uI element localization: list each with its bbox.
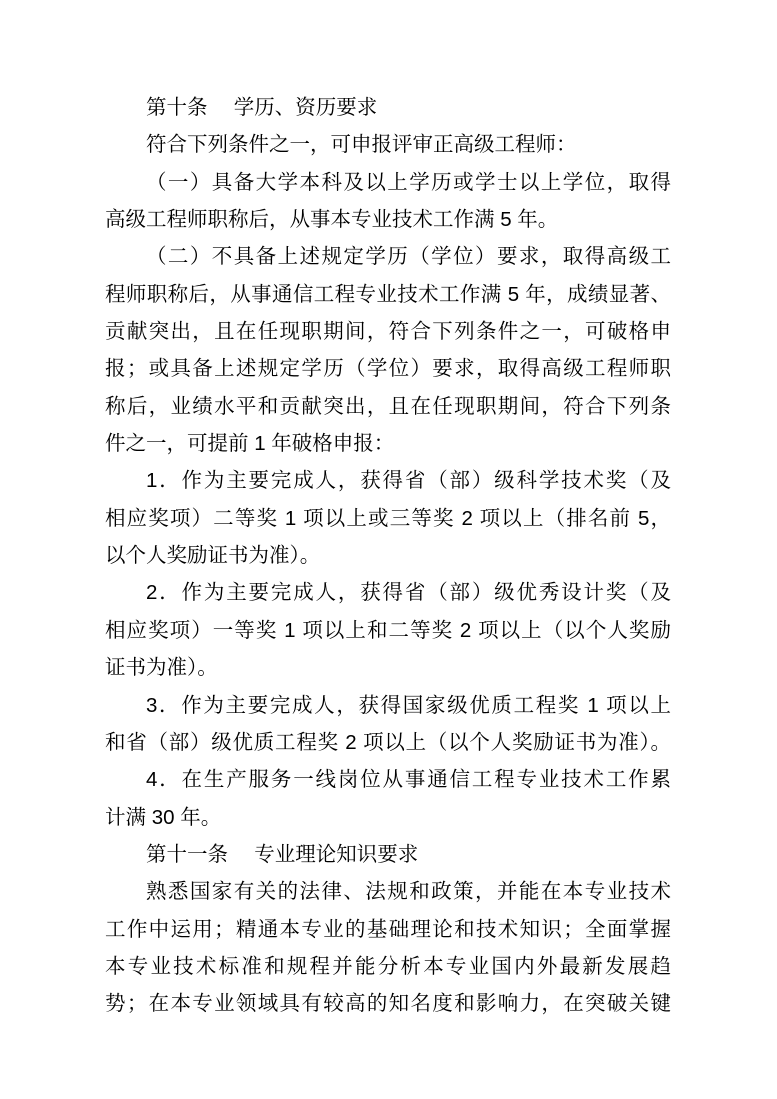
text-line: 4．在生产服务一线岗位从事通信工程专业技术工作累 — [146, 768, 671, 792]
text-line: 高级工程师职称后，从事本专业技术工作满 5 年。 — [105, 208, 559, 232]
text-line: 以个人奖励证书为准）。 — [105, 544, 321, 568]
text-line: 贡献突出，且在任现职期间，符合下列条件之一，可破格申 — [105, 320, 671, 344]
text-line: 证书为准）。 — [105, 656, 218, 680]
heading-line: 第十条 学历、资历要求 — [146, 96, 378, 119]
text-line: 工作中运用；精通本专业的基础理论和技术知识；全面掌握 — [105, 917, 671, 941]
text-line: 熟悉国家有关的法律、法规和政策，并能在本专业技术 — [146, 880, 671, 904]
text-line: 件之一，可提前 1 年破格申报： — [105, 432, 395, 456]
text-line: 1．作为主要完成人，获得省（部）级科学技术奖（及 — [146, 469, 671, 493]
text-line: 相应奖项）一等奖 1 项以上和二等奖 2 项以上（以个人奖励 — [105, 618, 671, 642]
text-line: 和省（部）级优质工程奖 2 项以上（以个人奖励证书为准）。 — [105, 730, 671, 754]
text-line: 程师职称后，从事通信工程专业技术工作满 5 年，成绩显著、 — [105, 282, 671, 306]
text-line: 符合下列条件之一，可申报评审正高级工程师： — [146, 133, 577, 157]
text-line: 2．作为主要完成人，获得省（部）级优秀设计奖（及 — [146, 581, 671, 605]
text-line: （二）不具备上述规定学历（学位）要求，取得高级工 — [146, 245, 671, 269]
heading-line: 第十一条 专业理论知识要求 — [146, 842, 419, 866]
text-line: （一）具备大学本科及以上学历或学士以上学位，取得 — [146, 170, 671, 194]
text-line: 相应奖项）二等奖 1 项以上或三等奖 2 项以上（排名前 5， — [105, 506, 671, 530]
text-line: 3．作为主要完成人，获得国家级优质工程奖 1 项以上 — [146, 693, 671, 717]
text-line: 报；或具备上述规定学历（学位）要求，取得高级工程师职 — [105, 357, 671, 381]
text-line: 本专业技术标准和规程并能分析本专业国内外最新发展趋 — [105, 954, 671, 978]
text-line: 称后，业绩水平和贡献突出，且在任现职期间，符合下列条 — [105, 394, 671, 418]
document-content — [105, 89, 671, 1023]
text-line: 计满 30 年。 — [105, 805, 222, 829]
text-line: 势；在本专业领域具有较高的知名度和影响力，在突破关键 — [105, 992, 671, 1016]
